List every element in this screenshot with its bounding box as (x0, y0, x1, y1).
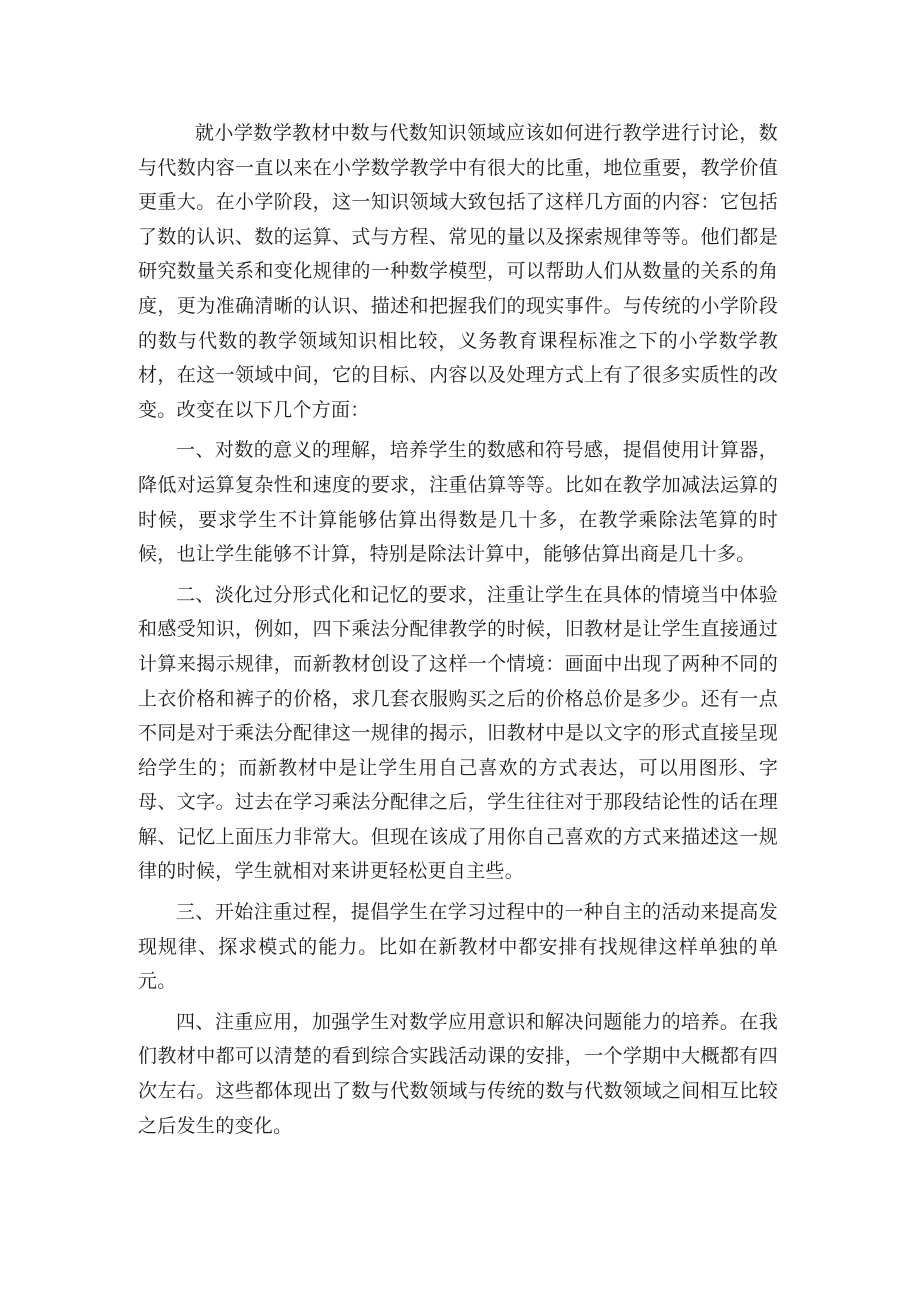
document-body (138, 116, 778, 1143)
paragraph-point-four: 四、注重应用，加强学生对数学应用意识和解决问题能力的培养。在我们教材中都可以清楚的看到综合实践活动课的安排，一个学期中大概都有四次左右。这些都体现出了数与代数领域与传统的数与代数领域之间相互比较之后发生的变化。 (138, 1010, 778, 1137)
paragraph-point-three: 三、开始注重过程，提倡学生在学习过程中的一种自主的活动来提高发现规律、探求模式的能力。比如在新教材中都安排有找规律这样单独的单元。 (138, 901, 778, 993)
paragraph-point-two: 二、淡化过分形式化和记忆的要求，注重让学生在具体的情境当中体验和感受知识，例如，四下乘法分配律教学的时候，旧教材是让学生直接通过计算来揭示规律，而新教材创设了这样一个情境：画面中出现了两种不同的上衣价格和裤子的价格，求几套衣服购买之后的价格总价是多少。还有一点不同是对于乘法分配律这一规律的揭示，旧教材中是以文字的形式直接呈现给学生的；而新教材中是让学生用自己喜欢的方式表达，可以用图形、字母、文字。过去在学习乘法分配律之后，学生往往对于那段结论性的话在理解、记忆上面压力非常大。但现在该成了用你自己喜欢的方式来描述这一规律的时候，学生就相对来讲更轻松更自主些。 (138, 583, 778, 883)
paragraph-intro: 就小学数学教材中数与代数知识领域应该如何进行教学进行讨论，数与代数内容一直以来在小学数学教学中有很大的比重，地位重要，教学价值更重大。在小学阶段，这一知识领域大致包括了这样几方面的内容：它包括了数的认识、数的运算、式与方程、常见的量以及探索规律等等。他们都是研究数量关系和变化规律的一种数学模型，可以帮助人们从数量的关系的角度，更为准确清晰的认识、描述和把握我们的现实事件。与传统的小学阶段的数与代数的教学领域知识相比较，义务教育课程标准之下的小学数学教材，在这一领域中间，它的目标、内容以及处理方式上有了很多实质性的改变。改变在以下几个方面： (138, 122, 778, 421)
paragraph-point-one: 一、对数的意义的理解，培养学生的数感和符号感，提倡使用计算器，降低对运算复杂性和速度的要求，注重估算等等。比如在教学加减法运算的时候，要求学生不计算能够估算出得数是几十多，在教学乘除法笔算的时候，也让学生能够不计算，特别是除法计算中，能够估算出商是几十多。 (138, 439, 778, 566)
